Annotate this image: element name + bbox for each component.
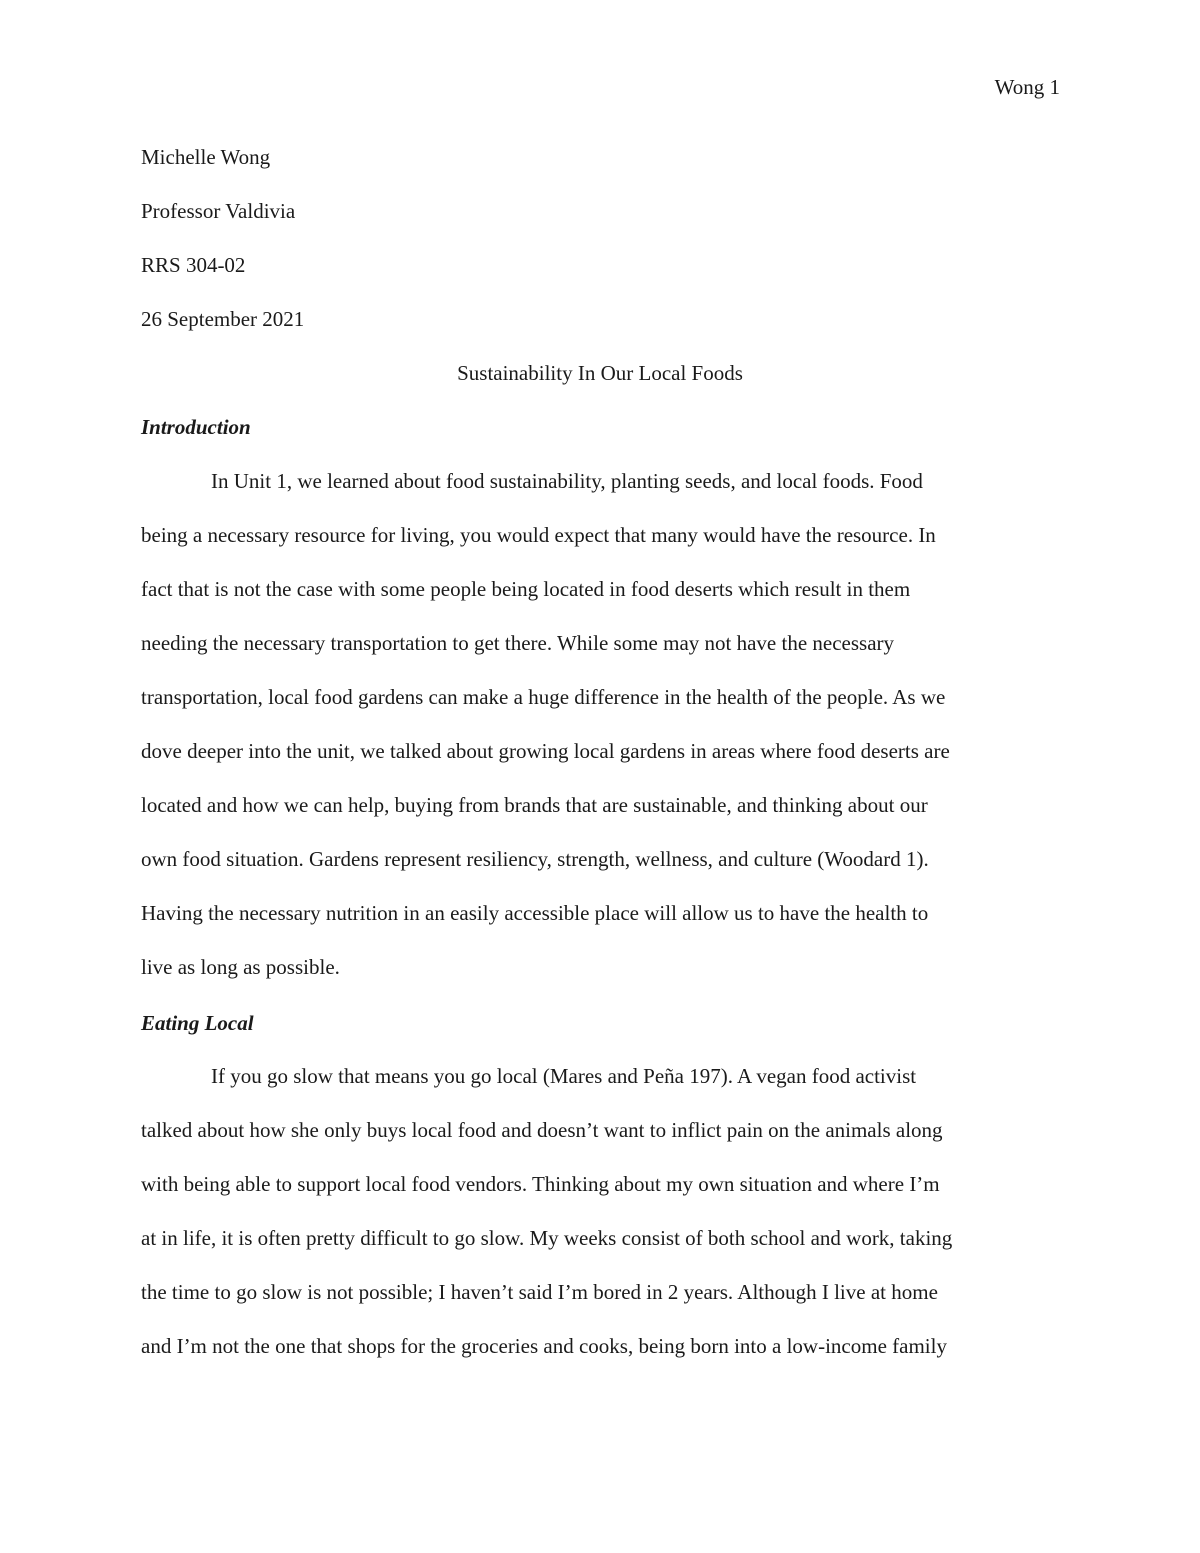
paragraph-line: and I’m not the one that shops for the groceries and cooks, being born into a low-income family [141,1334,947,1358]
instructor-name: Professor Valdivia [141,199,296,223]
paragraph-line: located and how we can help, buying from brands that are sustainable, and thinking about our [141,793,928,817]
paragraph-line: with being able to support local food vendors. Thinking about my own situation and where I’m [141,1172,940,1196]
document-title: Sustainability In Our Local Foods [457,361,743,385]
document-date: 26 September 2021 [141,307,305,331]
paragraph-line: being a necessary resource for living, you would expect that many would have the resource. In [141,523,936,547]
paragraph-line: talked about how she only buys local food and doesn’t want to inflict pain on the animals along [141,1118,943,1142]
paragraph-line: transportation, local food gardens can make a huge difference in the health of the people. As we [141,685,946,709]
page-header-number: Wong 1 [994,75,1060,99]
paragraph-line: fact that is not the case with some people being located in food deserts which result in them [141,577,911,601]
paragraph-line: If you go slow that means you go local (Mares and Peña 197). A vegan food activist [211,1064,917,1088]
paragraph-line: own food situation. Gardens represent resiliency, strength, wellness, and culture (Woodard 1). [141,847,929,871]
course-code: RRS 304-02 [141,253,246,277]
section-heading-eating-local: Eating Local [141,1011,254,1035]
paragraph-line: at in life, it is often pretty difficult to go slow. My weeks consist of both school and work, taking [141,1226,953,1250]
paragraph-line: Having the necessary nutrition in an easily accessible place will allow us to have the health to [141,901,929,925]
paragraph-line: the time to go slow is not possible; I haven’t said I’m bored in 2 years. Although I live at home [141,1280,938,1304]
paragraph-line: dove deeper into the unit, we talked about growing local gardens in areas where food deserts are [141,739,950,763]
paragraph-line: needing the necessary transportation to get there. While some may not have the necessary [141,631,895,655]
paragraph-line: In Unit 1, we learned about food sustainability, planting seeds, and local foods. Food [211,469,923,493]
paragraph-line: live as long as possible. [141,955,340,979]
section-heading-introduction: Introduction [141,415,251,439]
author-name: Michelle Wong [141,145,271,169]
